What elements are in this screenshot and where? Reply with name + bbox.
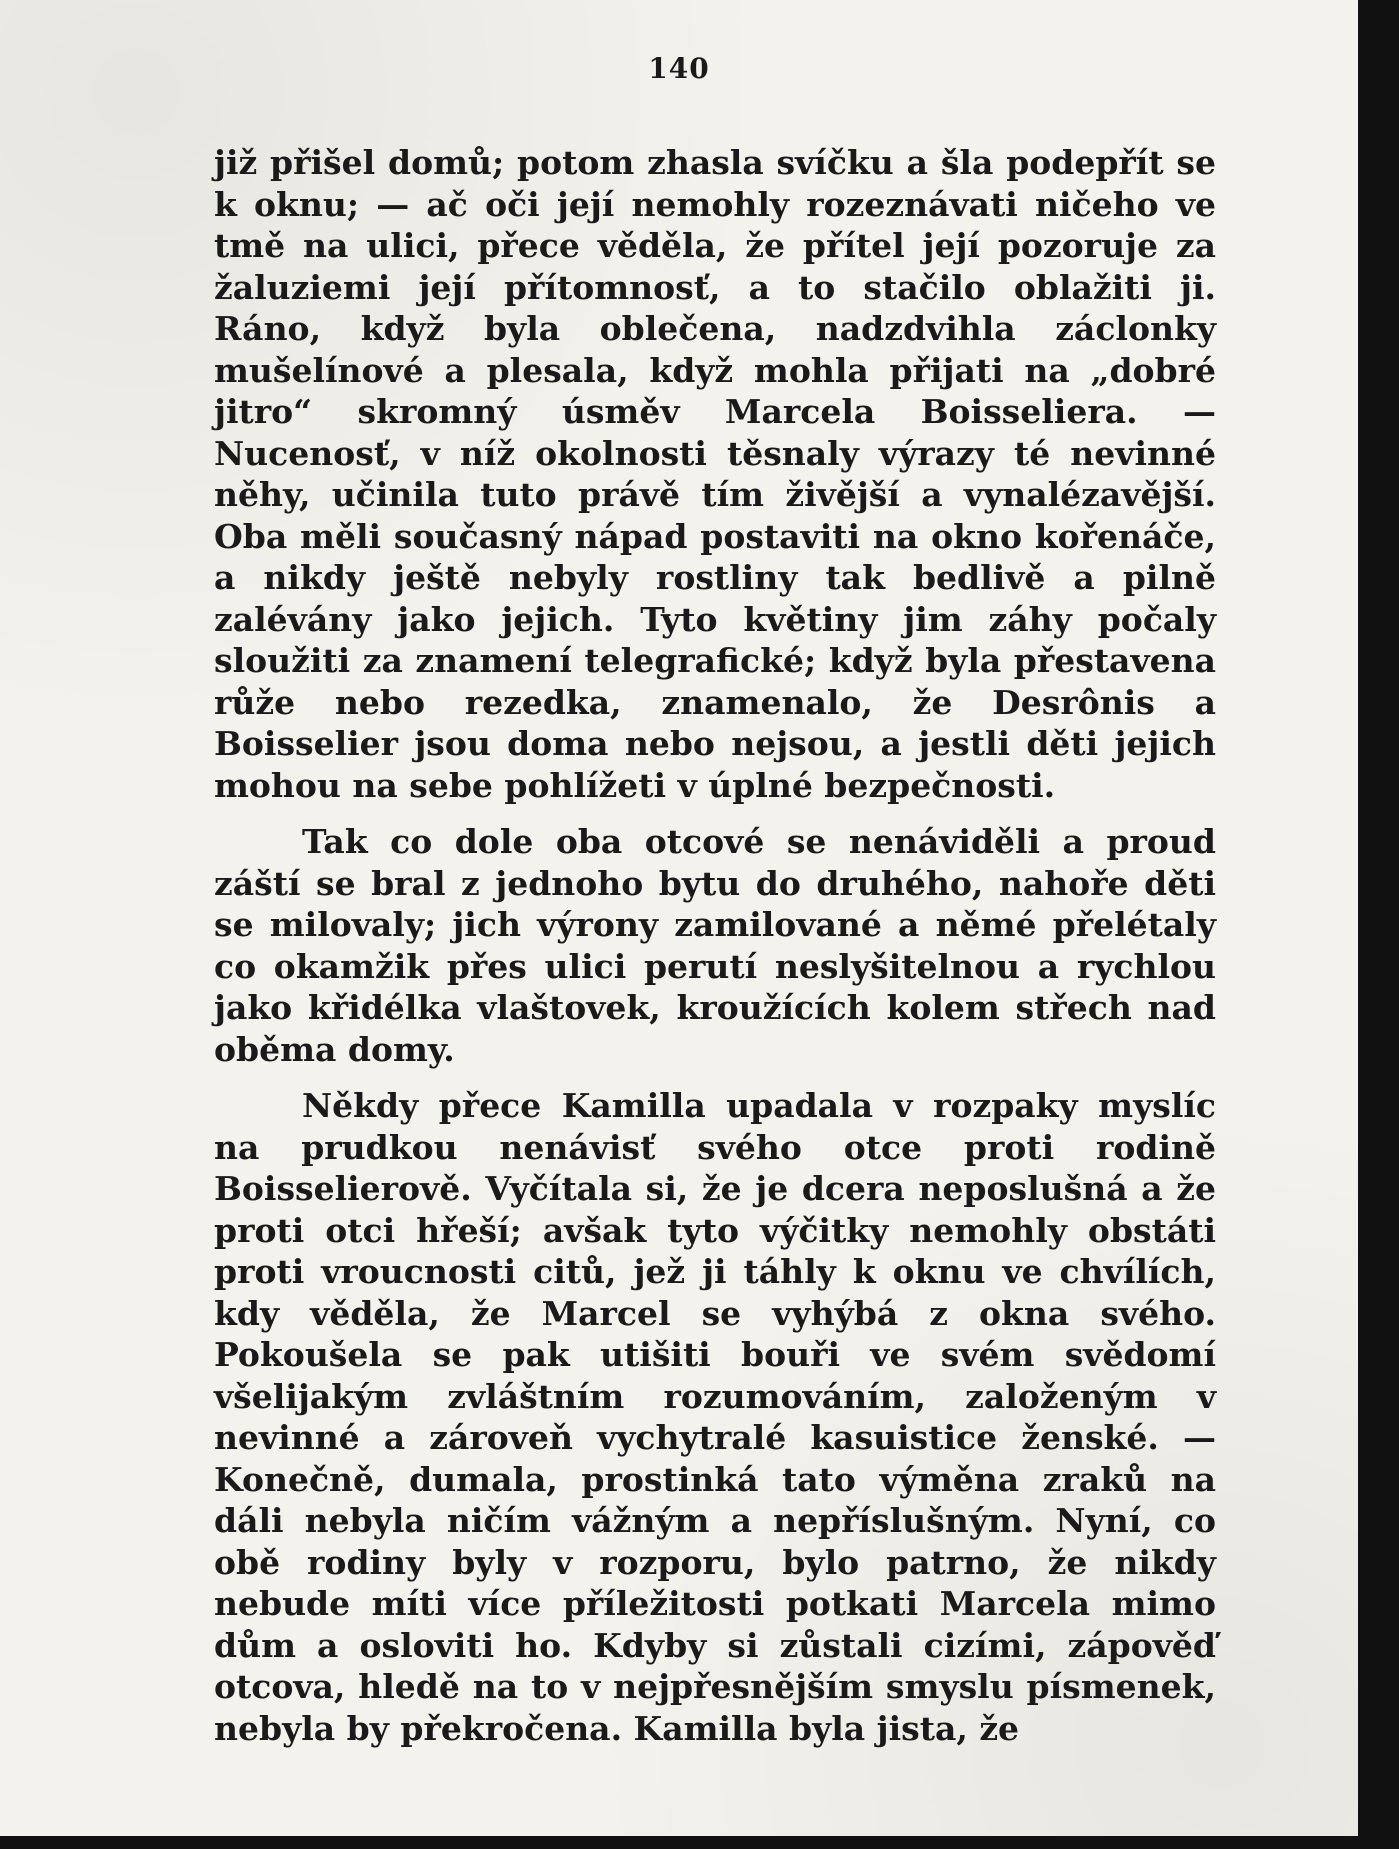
scan-border-right (1358, 0, 1399, 1849)
paragraph-2: Tak co dole oba otcové se nenáviděli a proud záští se bral z jednoho bytu do druhého, nahoře děti se milovaly; jich výrony zamilované a němé přelétaly co okamžik přes ulici perutí neslyšitelnou a rychlou jako křidélka vlaštovek, kroužících kolem střech nad oběma domy. (214, 822, 1216, 1069)
page-number: 140 (648, 52, 710, 85)
scan-border-bottom (0, 1836, 1399, 1849)
body-text (214, 142, 1216, 1749)
paragraph-1: již přišel domů; potom zhasla svíčku a šla podepřít se k oknu; — ač oči její nemohly rozeznávati ničeho ve tmě na ulici, přece věděla, že přítel její pozoruje za žaluziemi její přítomnosť, a to stačilo oblažiti ji. Ráno, když byla oblečena, nadzdvihla záclonky mušelínové a plesala, když mohla přijati na „dobré jitro“ skromný úsměv Marcela Boisseliera. — Nucenosť, v níž okolnosti těsnaly výrazy té nevinné něhy, učinila tuto právě tím živější a vynalézavější. Oba měli současný nápad postaviti na okno kořenáče, a nikdy ještě nebyly rostliny tak bedlivě a pilně zalévány jako jejich. Tyto květiny jim záhy počaly sloužiti za znamení telegrafické; když byla přestavena růže nebo rezedka, znamenalo, že Desrônis a Boisselier jsou doma nebo nejsou, a jestli děti jejich mohou na sebe pohlížeti v úplné bezpečnosti. (214, 143, 1216, 805)
paragraph-3: Někdy přece Kamilla upadala v rozpaky myslíc na prudkou nenávisť svého otce proti rodině Boisselierově. Vyčítala si, že je dcera neposlušná a že proti otci hřeší; avšak tyto výčitky nemohly obstáti proti vroucnosti citů, jež ji táhly k oknu ve chvílích, kdy věděla, že Marcel se vyhýbá z okna svého. Pokoušela se pak utišiti bouři ve svém svědomí všelijakým zvláštním rozumováním, založeným v nevinné a zároveň vychytralé kasuistice ženské. — Konečně, dumala, prostinká tato výměna zraků na dáli nebyla ničím vážným a nepříslušným. Nyní, co obě rodiny byly v rozporu, bylo patrno, že nikdy nebude míti více příležitosti potkati Marcela mimo dům a osloviti ho. Kdyby si zůstali cizími, zápověď otcova, hledě na to v nejpřesnějším smyslu písmenek, nebyla by překročena. Kamilla byla jista, že (214, 1086, 1216, 1748)
